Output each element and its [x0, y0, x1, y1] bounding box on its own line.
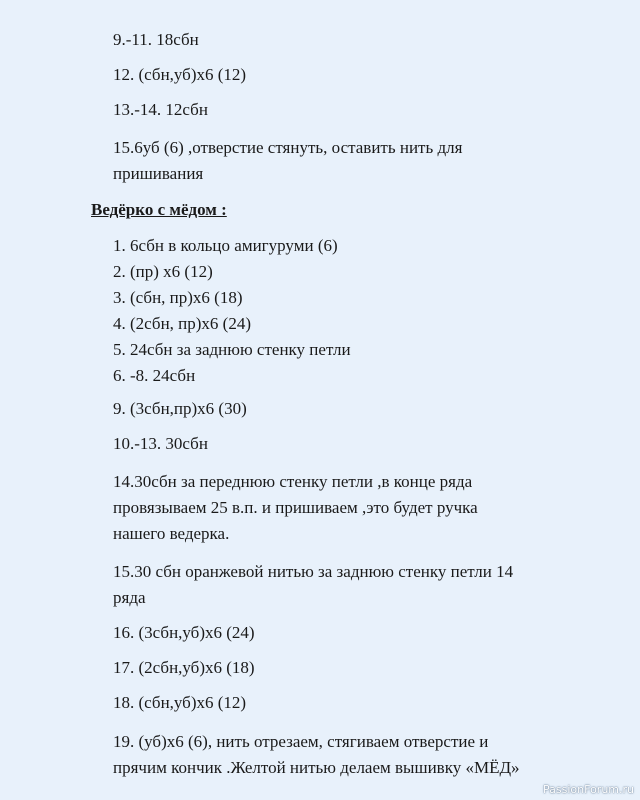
row-14-line-3: нашего ведерка.: [113, 524, 230, 543]
row-10-13: 10.-13. 30сбн: [113, 434, 208, 453]
row-18: 18. (сбн,уб)х6 (12): [113, 693, 247, 712]
list-item: 6. -8. 24сбн: [113, 366, 196, 385]
list-item: 4. (2сбн, пр)х6 (24): [113, 314, 251, 333]
row-16: 16. (3сбн,уб)х6 (24): [113, 623, 255, 642]
row-13-14: 13.-14. 12сбн: [113, 100, 208, 119]
row-15b-line-2: ряда: [113, 588, 146, 607]
ordered-list: [113, 233, 351, 389]
row-9: 9. (3сбн,пр)х6 (30): [113, 399, 247, 418]
site-watermark: PassionForum.ru: [543, 783, 634, 796]
row-12: 12. (сбн,уб)х6 (12): [113, 65, 247, 84]
row-19-line-1: 19. (уб)х6 (6), нить отрезаем, стягиваем отверстие и: [113, 732, 489, 751]
list-item: 3. (сбн, пр)х6 (18): [113, 288, 243, 307]
section-heading: Ведёрко с мёдом :: [91, 200, 227, 219]
row-15-paragraph: [113, 135, 462, 187]
row-15b-line-1: 15.30 сбн оранжевой нитью за заднюю стенку петли 14: [113, 562, 514, 581]
row-15b-paragraph: [113, 559, 513, 611]
row-19-paragraph: [113, 729, 520, 781]
list-item: 2. (пр) х6 (12): [113, 262, 213, 281]
list-item: 5. 24сбн за заднюю стенку петли: [113, 340, 351, 359]
row-17: 17. (2сбн,уб)х6 (18): [113, 658, 255, 677]
list-item: 1. 6сбн в кольцо амигуруми (6): [113, 236, 338, 255]
row-9-11: 9.-11. 18сбн: [113, 30, 199, 49]
row-19-line-2: прячим кончик .Желтой нитью делаем вышивку «МЁД»: [113, 758, 520, 777]
row-15-line-2: пришивания: [113, 164, 204, 183]
row-15-line-1: 15.6уб (6) ,отверстие стянуть, оставить нить для: [113, 138, 463, 157]
row-14-paragraph: [113, 469, 478, 547]
row-14-line-1: 14.30сбн за переднюю стенку петли ,в конце ряда: [113, 472, 473, 491]
row-14-line-2: провязываем 25 в.п. и пришиваем ,это будет ручка: [113, 498, 478, 517]
